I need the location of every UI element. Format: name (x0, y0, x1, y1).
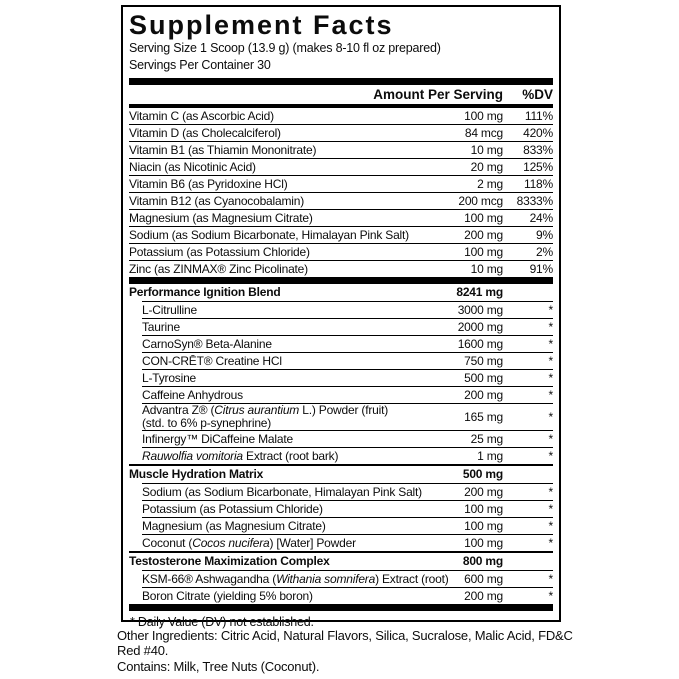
nutrient-label-text: Extract (root bark) (242, 448, 339, 463)
blend-ingredient-row (142, 447, 553, 464)
vitamin-row (129, 209, 553, 226)
blend-ingredient-row (142, 335, 553, 352)
dv-cell: * (548, 588, 553, 603)
divider-thick-bar-mid (129, 277, 553, 284)
dv-cell: 111% (524, 108, 553, 123)
blend-ingredient-row (142, 318, 553, 335)
dv-cell: * (548, 409, 553, 424)
vitamin-row (129, 141, 553, 158)
nutrient-label: Sodium (as Sodium Bicarbonate, Himalayan Pink Salt) (142, 484, 422, 499)
nutrient-label-latin-name: Cocos nucifera (192, 535, 270, 550)
nutrient-label: Boron Citrate (yielding 5% boron) (142, 588, 313, 603)
blends-list (129, 284, 553, 604)
amount-cell: 10 mg (470, 142, 503, 157)
nutrient-label: Testosterone Maximization Complex (129, 554, 330, 569)
amount-cell: 1 mg (477, 448, 503, 463)
dv-cell: 9% (536, 227, 553, 242)
nutrient-label: Potassium (as Potassium Chloride) (142, 501, 323, 516)
dv-cell: 91% (529, 261, 553, 276)
blend-ingredient-row (142, 403, 553, 430)
dv-cell: * (548, 535, 553, 550)
amount-cell: 750 mg (464, 353, 503, 368)
nutrient-label (142, 571, 449, 586)
amount-cell: 84 mcg (464, 125, 503, 140)
amount-cell: 2 mg (477, 176, 503, 191)
dv-cell: * (548, 571, 553, 586)
dv-cell: * (548, 336, 553, 351)
vitamin-row (129, 108, 553, 124)
nutrient-label: Taurine (142, 319, 180, 334)
serving-size-text: Serving Size 1 Scoop (13.9 g) (makes 8-10 fl oz prepared) (129, 41, 441, 56)
nutrient-label: Zinc (as ZINMAX® Zinc Picolinate) (129, 261, 308, 276)
amount-cell: 20 mg (470, 159, 503, 174)
nutrient-label: Vitamin B1 (as Thiamin Mononitrate) (129, 142, 317, 157)
footer-statements (117, 629, 587, 675)
amount-cell: 165 mg (464, 409, 503, 424)
blend-ingredient-row (142, 386, 553, 403)
blend-ingredient-row (142, 500, 553, 517)
amount-cell: 8241 mg (456, 285, 503, 300)
nutrient-label: Vitamin C (as Ascorbic Acid) (129, 108, 274, 123)
contains-statement: Contains: Milk, Tree Nuts (Coconut). (117, 659, 320, 674)
vitamin-row (129, 260, 553, 277)
nutrient-label-text: (std. to 6% p-synephrine) (142, 416, 272, 431)
amount-cell: 100 mg (464, 244, 503, 259)
nutrient-label-text: KSM-66® Ashwagandha ( (142, 571, 277, 586)
nutrient-label-text: ) Extract (root) (375, 571, 449, 586)
amount-cell: 200 mg (464, 588, 503, 603)
amount-cell: 25 mg (470, 431, 503, 446)
amount-cell: 200 mcg (458, 193, 503, 208)
dv-cell: 8333% (516, 193, 553, 208)
amount-cell: 10 mg (470, 261, 503, 276)
dv-cell: 833% (523, 142, 553, 157)
amount-per-serving-header: Amount Per Serving (373, 87, 503, 103)
blend-ingredient-row (142, 570, 553, 587)
vitamins-list (129, 108, 553, 277)
nutrient-label: Performance Ignition Blend (129, 285, 281, 300)
nutrient-label: Infinergy™ DiCaffeine Malate (142, 431, 293, 446)
blend-ingredient-row (142, 534, 553, 551)
divider-thick-bar-bottom (129, 604, 553, 611)
vitamin-row (129, 243, 553, 260)
amount-cell: 100 mg (464, 108, 503, 123)
dv-cell: 420% (523, 125, 553, 140)
blend-ingredient-row (142, 517, 553, 534)
nutrient-label-latin-name: Withania somnifera (276, 571, 376, 586)
dv-cell: * (548, 302, 553, 317)
nutrient-label: Sodium (as Sodium Bicarbonate, Himalayan Pink Salt) (129, 227, 409, 242)
blend-header-row (129, 284, 553, 301)
nutrient-label: CarnoSyn® Beta-Alanine (142, 336, 272, 351)
nutrient-label: Magnesium (as Magnesium Citrate) (129, 210, 313, 225)
dv-cell: * (548, 431, 553, 446)
amount-cell: 100 mg (464, 501, 503, 516)
amount-cell: 2000 mg (457, 319, 503, 334)
servings-per-container-text: Servings Per Container 30 (129, 58, 271, 73)
amount-cell: 100 mg (464, 535, 503, 550)
amount-cell: 3000 mg (457, 302, 503, 317)
nutrient-label (142, 404, 431, 430)
nutrient-label-text: ) [Water] Powder (269, 535, 356, 550)
blend-header-row (129, 464, 553, 483)
amount-cell: 200 mg (464, 227, 503, 242)
nutrient-label: Vitamin B12 (as Cyanocobalamin) (129, 193, 305, 208)
dv-footnote: * Daily Value (DV) not established. (130, 615, 314, 630)
vitamin-row (129, 175, 553, 192)
nutrient-label: L-Tyrosine (142, 370, 197, 385)
other-ingredients-text: Other Ingredients: Citric Acid, Natural Flavors, Silica, Sucralose, Malic Acid, FD&C Red #40. (117, 628, 573, 658)
blend-ingredient-row (142, 369, 553, 386)
amount-cell: 800 mg (462, 554, 503, 569)
nutrient-label: Caffeine Anhydrous (142, 387, 243, 402)
dv-cell: * (548, 370, 553, 385)
nutrient-label: Magnesium (as Magnesium Citrate) (142, 518, 326, 533)
column-header-row (129, 85, 553, 104)
amount-cell: 200 mg (464, 387, 503, 402)
amount-cell: 500 mg (462, 467, 503, 482)
nutrient-label-latin-name: Citrus aurantium (214, 403, 300, 418)
amount-cell: 100 mg (464, 518, 503, 533)
divider-thick-bar-top (129, 78, 553, 85)
dv-cell: * (548, 501, 553, 516)
dv-cell: * (548, 353, 553, 368)
nutrient-label: Vitamin B6 (as Pyridoxine HCl) (129, 176, 288, 191)
dv-cell: * (548, 387, 553, 402)
blend-ingredient-row (142, 483, 553, 500)
nutrient-label (142, 450, 431, 463)
vitamin-row (129, 192, 553, 209)
blend-ingredient-row (142, 301, 553, 318)
dv-cell: * (548, 319, 553, 334)
blend-ingredient-row (142, 352, 553, 369)
dv-cell: * (548, 448, 553, 463)
panel-title: Supplement Facts (129, 10, 394, 40)
supplement-facts-panel (121, 5, 561, 630)
amount-cell: 200 mg (464, 484, 503, 499)
amount-cell: 100 mg (464, 210, 503, 225)
nutrient-label: Potassium (as Potassium Chloride) (129, 244, 310, 259)
nutrient-label: CON-CRĒT® Creatine HCl (142, 353, 282, 368)
dv-cell: 2% (536, 244, 553, 259)
nutrient-label-text: L.) Powder (fruit) (299, 403, 388, 418)
nutrient-label: Muscle Hydration Matrix (129, 467, 264, 482)
amount-cell: 500 mg (464, 370, 503, 385)
dv-header: %DV (522, 87, 553, 103)
nutrient-label: Vitamin D (as Cholecalciferol) (129, 125, 281, 140)
nutrient-label: L-Citrulline (142, 302, 197, 317)
dv-cell: 24% (529, 210, 553, 225)
vitamin-row (129, 124, 553, 141)
vitamin-row (129, 226, 553, 243)
nutrient-label-text: Advantra Z® ( (142, 403, 215, 418)
nutrient-label-latin-name: Rauwolfia vomitoria (142, 448, 243, 463)
blend-ingredient-row (142, 430, 553, 447)
dv-cell: * (548, 518, 553, 533)
dv-cell: * (548, 484, 553, 499)
nutrient-label (142, 537, 431, 550)
blend-ingredient-row (142, 587, 553, 604)
vitamin-row (129, 158, 553, 175)
dv-cell: 118% (523, 176, 553, 191)
amount-cell: 600 mg (464, 571, 503, 586)
nutrient-label-text: Coconut ( (142, 535, 193, 550)
amount-cell: 1600 mg (457, 336, 503, 351)
dv-cell: 125% (523, 159, 553, 174)
blend-header-row (129, 551, 553, 570)
nutrient-label: Niacin (as Nicotinic Acid) (129, 159, 256, 174)
